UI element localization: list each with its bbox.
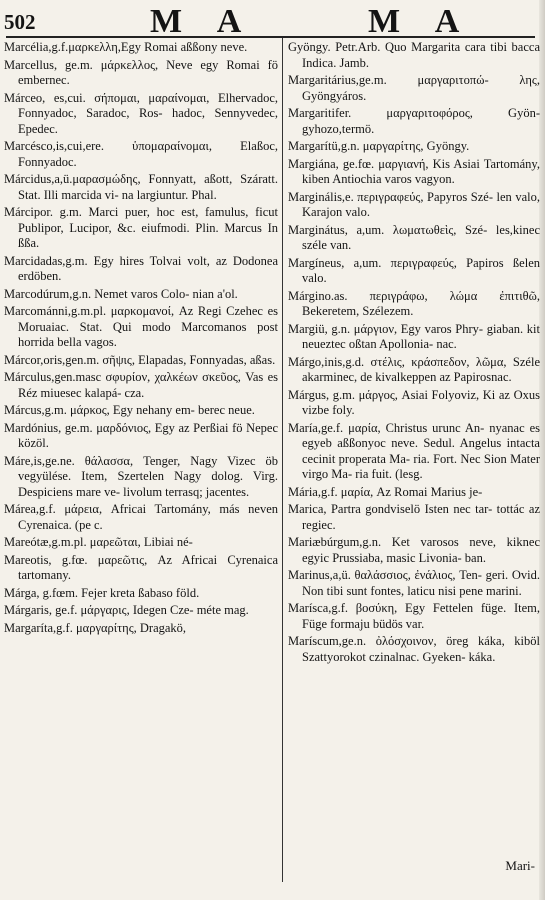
dictionary-entry: Marísca,g.f. βοσύκη, Egy Fettelen füge. Item, Füge formaju büdös var. xyxy=(288,601,540,631)
header-rule xyxy=(6,36,535,38)
dictionary-entry: Márculus,gen.masc σφυρίον, χαλκέων σκεῦος, Vas es Réz miuesec kalapá- cza. xyxy=(4,370,278,400)
dictionary-entry: Márceo, es,cui. σήπομαι, μαραίνομαι, Elhervadoc, Fonnyadoc, Saradoc, Ros- hadoc, Sennyvedec, Epedec. xyxy=(4,90,278,136)
running-header-right: M A xyxy=(368,3,474,40)
dictionary-entry: Margarítü,g.n. μαργαρίτης, Gyöngy. xyxy=(288,139,470,153)
dictionary-entry: Márga, g.fœm. Fejer kreta ßabaso föld. xyxy=(4,585,200,600)
dictionary-entry: Márgino.as. περιγράφω, λώμα ἐπιτιθῶ, Bekeretem, Szélezem. xyxy=(288,288,540,318)
dictionary-entry: Margiána, ge.fœ. μαργιανή, Kis Asiai Tartomány, kiben Antiochia varos vagyon. xyxy=(288,156,540,186)
page-number: 502 xyxy=(4,10,36,34)
left-column xyxy=(4,40,278,886)
catchword: Mari- xyxy=(505,858,535,873)
dictionary-entry: Márgaris, ge.f. μάργαρις, Idegen Cze- méte mag. xyxy=(4,603,249,617)
running-header-left: M A xyxy=(150,3,256,40)
dictionary-entry: Maríscum,ge.n. ὀλόσχοινον, öreg káka, kiböl Szattyorokot czinalnac. Gyeken- káka. xyxy=(288,634,540,664)
dictionary-entry: Marcománni,g.m.pl. μαρκομανοί, Az Regi Czehec es Moruaiac. Stat. Qui modo Marcomanos post horrida bella vagos. xyxy=(4,304,278,349)
dictionary-entry: Márcidus,a,ü.μαρασμώδης, Fonnyatt, aßott, Száratt. Stat. Illi marcida vi- na largiuntur. Phal. xyxy=(4,172,278,202)
dictionary-entry: Mareotis, g.fœ. μαρεῶτις, Az Africai Cyrenaica tartomany. xyxy=(4,552,278,582)
dictionary-entry: Mardónius, ge.m. μαρδόνιος, Egy az Perßiai fö Nepec közöl. xyxy=(4,420,278,450)
dictionary-entry: Mária,g.f. μαρία, Az Romai Marius je- xyxy=(288,484,483,499)
dictionary-entry: Margiü, g.n. μάργιον, Egy varos Phry- giaban. kit neueztec oßtan Apollonia- nac. xyxy=(288,321,540,351)
dictionary-entry: Márcipor. g.m. Marci puer, hoc est, famulus, ficut Publipor, Lucipor, &c. eiufmodi. Plin. Marcus In ßßa. xyxy=(4,205,278,250)
column-divider xyxy=(282,38,283,882)
dictionary-entry: Mariæbúrgum,g.n. Ket varosos neve, kiknec egyic Prussiaba, masic Livonia- ban. xyxy=(288,535,540,565)
dictionary-entry: Marcodúrum,g.n. Nemet varos Colo- nian a'ol. xyxy=(4,286,238,301)
right-column xyxy=(288,40,540,886)
dictionary-entry: Marcélia,g.f.μαρκελλη,Egy Romai aßßony neve. xyxy=(4,40,248,54)
dictionary-entry: Gyöngy. Petr.Arb. Quo Margarita cara tibi bacca Indica. Jamb. xyxy=(288,40,540,70)
dictionary-entry: Máre,is,ge.ne. θάλασσα, Tenger, Nagy Vizec öb vegyülése. Item, Szertelen Nagy dolog. Virg. Despiciens mare ve- livolum terrasq; jacentes. xyxy=(4,453,278,499)
dictionary-entry: Mareótæ,g.m.pl. μαρεῶται, Libiai né- xyxy=(4,535,193,549)
dictionary-entry: Marcellus, ge.m. μάρκελλος, Neve egy Romai fö embernec. xyxy=(4,57,278,87)
dictionary-entry: Marginális,e. περιγραφεύς, Papyros Szé- len valo, Karajon valo. xyxy=(288,189,540,219)
dictionary-entry: Marica, Partra gondviselö Isten nec tar- tottác az regiec. xyxy=(288,502,540,532)
dictionary-entry: Marginátus, a,um. λωματωθεὶς, Szé- les,kinec széle van. xyxy=(288,222,540,252)
dictionary-entry: Márcor,oris,gen.m. σῆψις, Elapadas, Fonnyadas, aßas. xyxy=(4,352,276,367)
dictionary-entry: Márea,g.f. μάρεια, Africai Tartomány, más neven Cyrenaica. (pe c. xyxy=(4,502,278,532)
dictionary-entry: Márgo,inis,g.d. στέλις, κράσπεδον, λῶμα, Széle akarminec, de kivalkeppen az Papirosnac. xyxy=(288,354,540,384)
dictionary-entry: Margaríta,g.f. μαργαρίτης, Dragakö, xyxy=(4,620,187,635)
dictionary-entry: Marcésco,is,cui,ere. ὑπομαραίνομαι, Elaßoc, Fonnyadoc. xyxy=(4,139,278,169)
dictionary-entry: María,ge.f. μαρία, Christus urunc An- nyanac es egyeb aßßonyoc neve. Sedul. Angelus intacta cecinit properata Ma- ria. Fort. Nec Sion Mater virgo Ma- ria fuit. (lesg. xyxy=(288,420,540,481)
dictionary-entry: Margaritárius,ge.m. μαργαριτοπώ- λης, Gyöngyáros. xyxy=(288,73,540,103)
dictionary-entry: Marcidadas,g.m. Egy hires Tolvai volt, az Dodonea erdöben. xyxy=(4,253,278,283)
dictionary-entry: Margaritifer. μαργαριτοφόρος, Gyön- gyhozo,termö. xyxy=(288,106,540,136)
dictionary-entry: Marinus,a,ü. θαλάσσιος, ἐνάλιος, Ten- geri. Ovid. Non tibi sunt fontes, laticu nisi pene marini. xyxy=(288,568,540,598)
dictionary-entry: Margíneus, a,um. περιγραφεύς, Papiros ßelen valo. xyxy=(288,255,540,285)
dictionary-entry: Márcus,g.m. μάρκος, Egy nehany em- berec neue. xyxy=(4,403,255,417)
dictionary-entry: Márgus, g.m. μάργος, Asiai Folyoviz, Ki az Oxus vizbe foly. xyxy=(288,387,540,417)
